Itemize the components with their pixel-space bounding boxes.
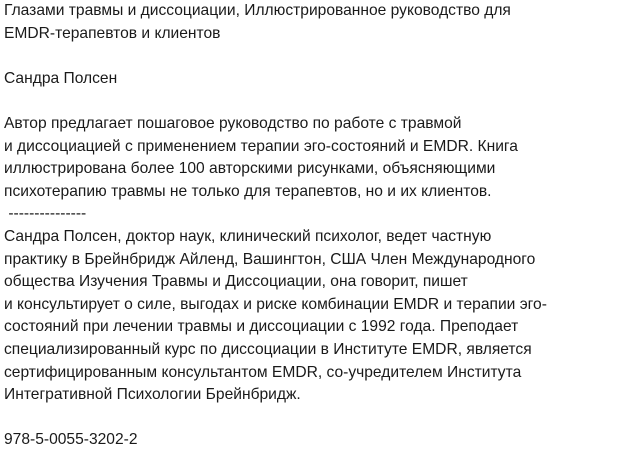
annotation-line: Автор предлагает пошаговое руководство по работе с травмой xyxy=(4,114,462,132)
annotation-line: психотерапию травмы не только для терапевтов, но и их клиентов. xyxy=(4,182,492,200)
annotation-line: иллюстрирована более 100 авторскими рисунками, объясняющими xyxy=(4,160,496,178)
bio-line: Интегративной Психологии Брейнбридж. xyxy=(4,386,301,404)
title-line: EMDR-терапевтов и клиентов xyxy=(4,24,221,42)
book-title xyxy=(4,0,628,45)
book-author: Сандра Полсен xyxy=(4,69,118,87)
bio-line: специализированный курс по диссоциации в Институте EMDR, является xyxy=(4,340,532,358)
bio-line: общества Изучения Травмы и Диссоциации, она говорит, пишет xyxy=(4,273,468,291)
bio-line: сертифицированным консультантом EMDR, со-учредителем Института xyxy=(4,363,522,381)
bio-line: состояний при лечении травмы и диссоциации с 1992 года. Преподает xyxy=(4,318,519,336)
book-description xyxy=(4,0,628,452)
spacer xyxy=(4,45,628,68)
bio-line: практику в Брейнбридж Айленд, Вашингтон, США Член Международного xyxy=(4,250,536,268)
spacer xyxy=(4,90,628,113)
isbn: 978-5-0055-3202-2 xyxy=(4,431,138,449)
bio-line: и консультирует о силе, выгодах и риске комбинации EMDR и терапии эго- xyxy=(4,295,547,313)
spacer xyxy=(4,407,628,430)
separator-line: --------------- xyxy=(4,205,87,223)
bio-line: Сандра Полсен, доктор наук, клинический психолог, ведет частную xyxy=(4,227,492,245)
annotation-paragraph xyxy=(4,113,628,203)
annotation-line: и диссоциацией с применением терапии эго-состояний и EMDR. Книга xyxy=(4,137,518,155)
author-bio-paragraph xyxy=(4,226,628,407)
title-line: Глазами травмы и диссоциации, Иллюстрированное руководство для xyxy=(4,2,511,19)
